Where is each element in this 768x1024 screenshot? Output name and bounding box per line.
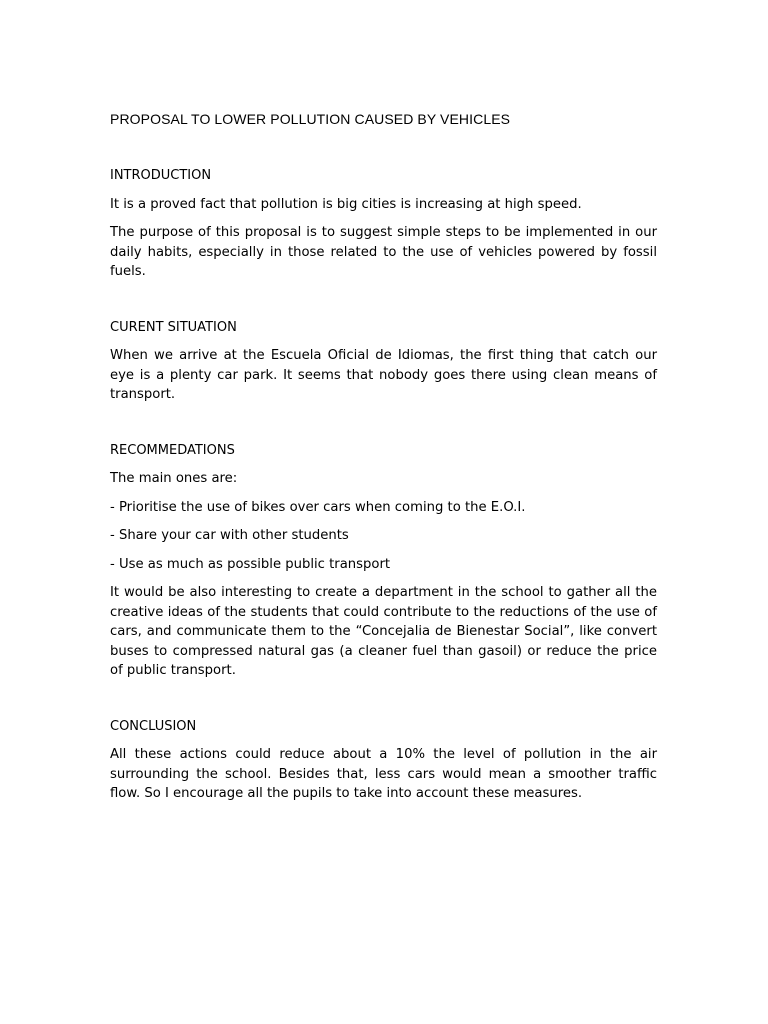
introduction-paragraph: The purpose of this proposal is to suggest simple steps to be implemented in our daily habits, especially in those related to the use of vehicles powered by fossil fuels.	[110, 225, 657, 279]
recommendations-heading: RECOMMEDATIONS	[110, 442, 235, 458]
recommendations-intro: The main ones are:	[110, 471, 238, 486]
recommendation-item: - Prioritise the use of bikes over cars when coming to the E.O.I.	[110, 499, 526, 515]
introduction-paragraph: It is a proved fact that pollution is big cities is increasing at high speed.	[110, 196, 582, 212]
recommendation-item: - Share your car with other students	[110, 528, 349, 543]
section-recommendations	[110, 441, 657, 681]
introduction-heading: INTRODUCTION	[110, 168, 212, 183]
document-title: PROPOSAL TO LOWER POLLUTION CAUSED BY VEHICLES	[110, 111, 511, 127]
recommendations-closing: It would be also interesting to create a department in the school to gather all the creative ideas of the students that could contribute to the reductions of the use of cars, and communicate them to the “Concejalia de Bienestar Social”, like convert buses to compressed natural gas (a cleaner fuel than gasoil) or reduce the price of public transport.	[110, 585, 657, 678]
section-introduction	[110, 166, 657, 282]
document-body	[110, 110, 657, 840]
conclusion-heading: CONCLUSION	[110, 718, 197, 734]
conclusion-paragraph: All these actions could reduce about a 10% the level of pollution in the air surrounding the school. Besides that, less cars would mean a smoother traffic flow. So I encourage all the pupils to take into account these measures.	[110, 747, 657, 801]
current-situation-heading: CURENT SITUATION	[110, 319, 237, 335]
section-current-situation	[110, 318, 657, 405]
current-situation-paragraph: When we arrive at the Escuela Oficial de Idiomas, the first thing that catch our eye is a plenty car park. It seems that nobody goes there using clean means of transport.	[110, 348, 657, 402]
recommendation-item: - Use as much as possible public transport	[110, 556, 391, 572]
section-conclusion	[110, 717, 657, 804]
